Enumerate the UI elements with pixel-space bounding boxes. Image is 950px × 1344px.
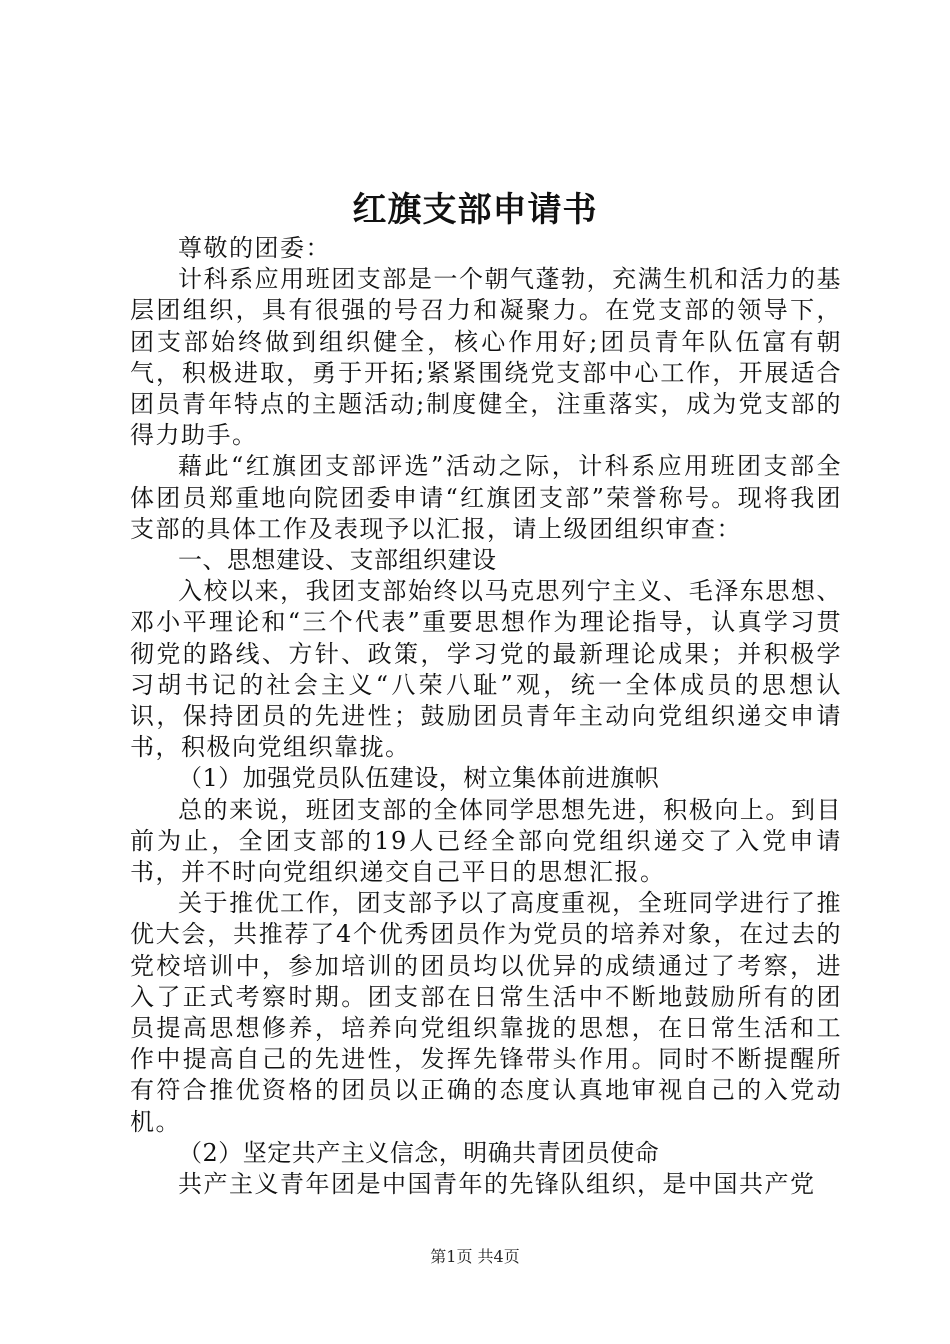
section-heading: 一、思想建设、支部组织建设 [178,546,497,575]
salutation: 尊敬的团委： [178,234,331,262]
paragraph-ideology: 入校以来，我团支部始终以马克思列宁主义、毛泽东思想、邓小平理论和“三个代表”重要思想作为理论指导，认真学习贯彻党的路线、方针、政策，学习党的最新理论成果；并积极学习胡书记的社会主义“八荣八耻”观，统一全体成员的思想认识，保持团员的先进性；鼓励团员青年主动向党组织递交申请书，积极向党组织靠拢。 [130,577,842,762]
paragraph-league: 共产主义青年团是中国青年的先锋队组织，是中国共产党 [178,1170,816,1199]
paragraph-summary: 总的来说，班团支部的全体同学思想先进，积极向上。到目前为止，全团支部的19人已经全部向党组织递交了入党申请书，并不时向党组织递交自己平日的思想汇报。 [130,795,842,887]
page-number: 第1页 共4页 [430,1247,520,1266]
subsection-heading: （2）坚定共产主义信念，明确共青团员使命 [178,1138,660,1167]
paragraph-recommendation: 关于推优工作，团支部予以了高度重视，全班同学进行了推优大会，共推荐了4个优秀团员作为党员的培养对象，在过去的党校培训中，参加培训的团员均以优异的成绩通过了考察，进入了正式考察时期。团支部在日常生活中不断地鼓励所有的团员提高思想修养，培养向党组织靠拢的思想，在日常生活和工作中提高自己的先进性，发挥先锋带头作用。同时不断提醒所有符合推优资格的团员以正确的态度认真地审视自己的入党动机。 [130,889,842,1136]
document-body [130,233,842,1200]
subsection-heading: （1）加强党员队伍建设，树立集体前进旗帜 [178,764,660,793]
document-title: 红旗支部申请书 [352,190,598,230]
paragraph-intro: 计科系应用班团支部是一个朝气蓬勃，充满生机和活力的基层团组织，具有很强的号召力和凝聚力。在党支部的领导下，团支部始终做到组织健全，核心作用好;团员青年队伍富有朝气，积极进取，勇于开拓;紧紧围绕党支部中心工作，开展适合团员青年特点的主题活动;制度健全，注重落实，成为党支部的得力助手。 [130,265,842,450]
paragraph-application: 藉此“红旗团支部评选”活动之际，计科系应用班团支部全体团员郑重地向院团委申请“红旗团支部”荣誉称号。现将我团支部的具体工作及表现予以汇报，请上级团组织审查： [130,452,842,543]
